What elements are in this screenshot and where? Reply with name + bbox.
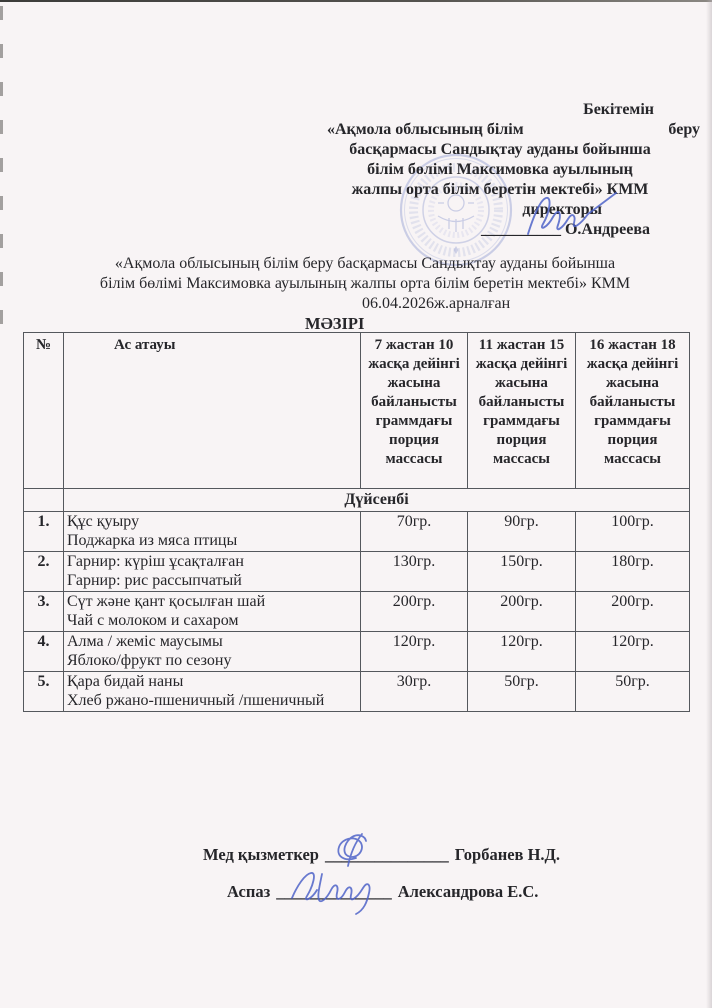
cook-role: Аспаз — [227, 882, 271, 901]
header-dish: Ас атауы — [64, 333, 361, 489]
subtitle-line-1: «Ақмола облысының білім беру басқармасы Сандықтау ауданы бойынша — [114, 255, 616, 272]
row-number: 1. — [24, 512, 64, 552]
row-number: 2. — [24, 552, 64, 592]
dish-name-kk: Гарнир: күріш ұсақталған — [67, 553, 244, 570]
dish-name-ru: Поджарка из мяса птицы — [67, 531, 238, 549]
dish-name-kk: Құс қуыру — [67, 513, 140, 530]
row-number: 4. — [24, 632, 64, 672]
portion-7-10: 120гр. — [361, 632, 468, 672]
table-row — [24, 592, 690, 632]
header-portion-age-16-18: 16 жастан 18 жасқа дейінгі жасына байланысты граммдағы порция массасы — [576, 333, 690, 489]
cook-signature-blank: ______________ — [276, 882, 392, 901]
dish-name-kk: Сүт және қант қосылған шай — [67, 593, 266, 610]
portion-11-15: 150гр. — [468, 552, 576, 592]
dish-cell — [64, 512, 361, 552]
approval-label: Бекітемін — [583, 101, 654, 118]
approval-position-title: директоры — [522, 201, 602, 218]
portion-16-18: 50гр. — [576, 672, 690, 712]
approval-org-line-1 — [300, 120, 700, 140]
row-number: 3. — [24, 592, 64, 632]
medic-name: Горбанев Н.Д. — [454, 845, 561, 864]
day-row-empty-cell — [24, 489, 64, 512]
portion-7-10: 30гр. — [361, 672, 468, 712]
table-row — [24, 632, 690, 672]
approval-org-line-1-right: беру — [668, 121, 700, 138]
day-row — [24, 489, 690, 512]
approval-org-line-3: білім бөлімі Максимовка ауылының — [367, 161, 633, 178]
table-row — [24, 512, 690, 552]
portion-7-10: 130гр. — [361, 552, 468, 592]
dish-cell — [64, 672, 361, 712]
director-name: О.Андреева — [564, 221, 650, 238]
portion-11-15: 50гр. — [468, 672, 576, 712]
approval-org-line-4: жалпы орта білім беретін мектебі» КММ — [351, 181, 649, 198]
header-portion-age-11-15: 11 жастан 15 жасқа дейінгі жасына байланысты граммдағы порция массасы — [468, 333, 576, 489]
director-signature-icon — [520, 188, 624, 246]
subtitle-date-line: 06.04.2026ж.арналған — [362, 295, 511, 312]
table-row — [24, 552, 690, 592]
dish-name-ru: Хлеб ржано-пшеничный /пшеничный — [67, 691, 325, 709]
header-num: № — [24, 333, 64, 489]
header-portion-age-7-10: 7 жастан 10 жасқа дейінгі жасына байланысты граммдағы порция массасы — [361, 333, 468, 489]
table-row — [24, 672, 690, 712]
subtitle-line-2: білім бөлімі Максимовка ауылының жалпы орта білім беретін мектебі» КММ — [99, 275, 631, 292]
dish-name-ru: Яблоко/фрукт по сезону — [67, 651, 232, 669]
menu-title: МӘЗІРІ — [305, 314, 365, 333]
dish-name-kk: Қара бидай наны — [67, 673, 184, 690]
portion-7-10: 200гр. — [361, 592, 468, 632]
dish-cell — [64, 592, 361, 632]
dish-name-ru: Гарнир: рис рассыпчатый — [67, 571, 242, 589]
menu-table — [23, 332, 690, 712]
medic-signature-blank: _______________ — [324, 845, 449, 864]
scan-edge-top — [0, 0, 712, 2]
document-subtitle — [49, 254, 681, 334]
dish-cell — [64, 632, 361, 672]
approval-block — [300, 100, 700, 240]
portion-16-18: 120гр. — [576, 632, 690, 672]
portion-16-18: 180гр. — [576, 552, 690, 592]
portion-16-18: 100гр. — [576, 512, 690, 552]
dish-name-kk: Алма / жеміс маусымы — [67, 633, 223, 650]
dish-cell — [64, 552, 361, 592]
portion-11-15: 90гр. — [468, 512, 576, 552]
cook-signature-icon — [284, 864, 384, 916]
portion-16-18: 200гр. — [576, 592, 690, 632]
row-number: 5. — [24, 672, 64, 712]
portion-7-10: 70гр. — [361, 512, 468, 552]
scan-edge-left — [0, 6, 3, 336]
approval-org-line-1-left: «Ақмола облысының білім — [327, 121, 524, 138]
cook-name: Александрова Е.С. — [397, 882, 539, 901]
signature-blank: __________ — [480, 221, 561, 238]
medic-role: Мед қызметкер — [203, 845, 319, 864]
approval-org-line-2: басқармасы Сандықтау ауданы бойынша — [349, 141, 651, 158]
portion-11-15: 200гр. — [468, 592, 576, 632]
day-label: Дүйсенбі — [64, 489, 690, 512]
scan-edge-right — [706, 0, 712, 1008]
approval-signature-line — [300, 220, 700, 240]
menu-table-header-row — [24, 333, 690, 489]
dish-name-ru: Чай с молоком и сахаром — [67, 611, 239, 629]
portion-11-15: 120гр. — [468, 632, 576, 672]
